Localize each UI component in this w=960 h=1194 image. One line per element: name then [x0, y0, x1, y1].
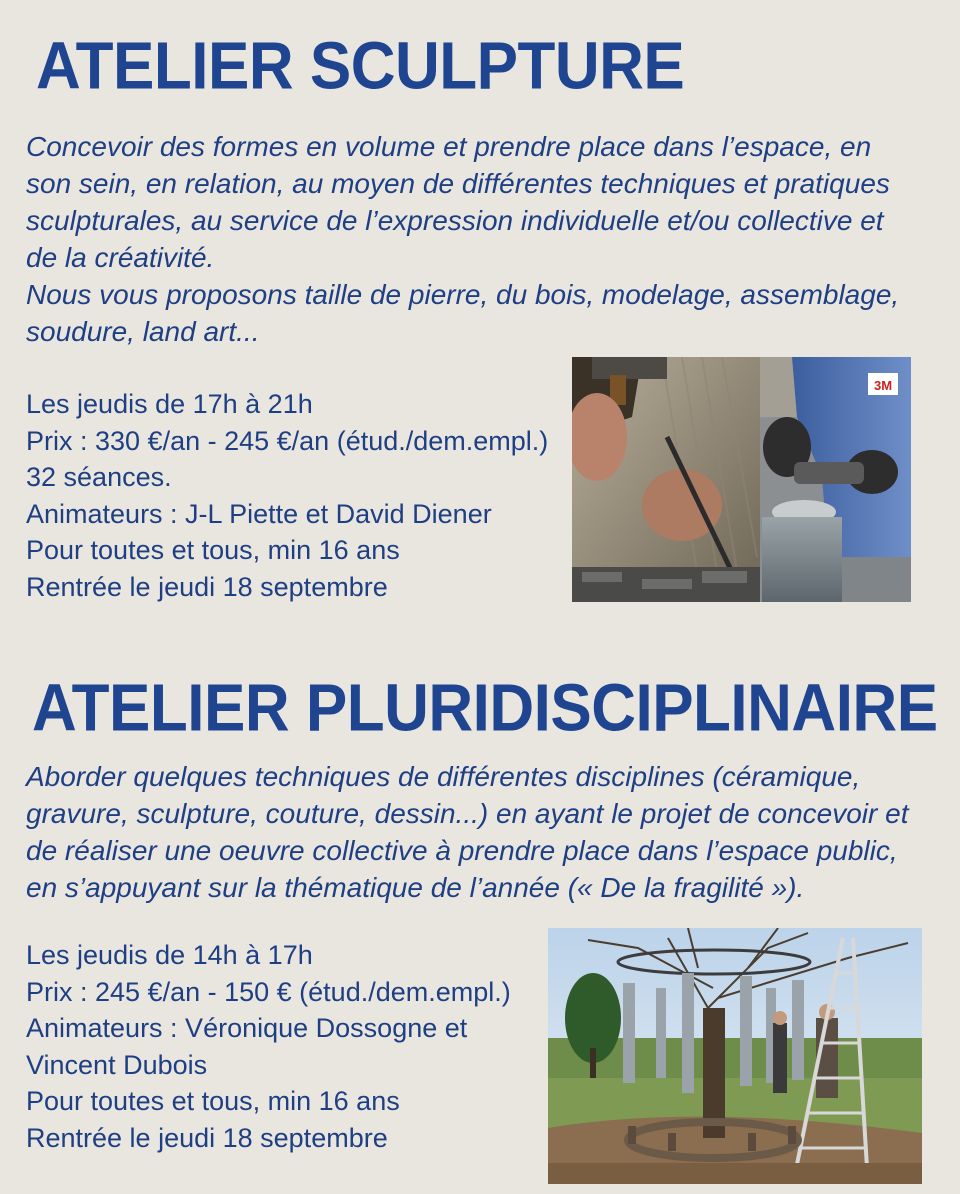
- pluri-audience: Pour toutes et tous, min 16 ans: [26, 1086, 400, 1117]
- pluri-intro: Aborder quelques techniques de différentes disciplines (céramique, gravure, sculpture, couture, dessin...) en ayant le projet de concevoir et de réaliser une oeuvre collective à prendre place dans l’espace public, en s’appuyant sur la thématique de l’année (« De la fragilité »).: [26, 761, 909, 903]
- sculpture-price: Prix : 330 €/an - 245 €/an (étud./dem.empl.): [26, 425, 549, 456]
- sculpture-schedule: Les jeudis de 17h à 21h: [26, 389, 313, 419]
- sculpture-title: ATELIER SCULPTURE: [36, 29, 685, 104]
- sculpture-audience: Pour toutes et tous, min 16 ans: [26, 535, 400, 566]
- sculpture-sessions: 32 séances.: [26, 462, 172, 493]
- pluri-title: ATELIER PLURIDISCIPLINAIRE: [32, 671, 938, 746]
- sculpture-details: [26, 386, 548, 606]
- pluri-details: [26, 937, 511, 1157]
- pluri-price: Prix : 245 €/an - 150 € (étud./dem.empl.): [26, 976, 511, 1007]
- sculpture-intro-paragraph-1: Concevoir des formes en volume et prendre place dans l’espace, en son sein, en relation, au moyen de différentes techniques et pratiques sculpturales, au service de l’expression individuelle et/ou collective et de la créativité.: [26, 131, 890, 273]
- sculpture-photo: [572, 357, 911, 602]
- sculpture-instructors: Animateurs : J-L Piette et David Diener: [26, 498, 492, 529]
- sculpture-intro-paragraph-2: Nous vous proposons taille de pierre, du bois, modelage, assemblage, soudure, land art...: [26, 279, 900, 347]
- pluri-instructors: Animateurs : Véronique Dossogne et: [26, 1013, 468, 1044]
- sculpture-intro: [26, 128, 916, 350]
- pluri-instructors-cont: Vincent Dubois: [26, 1049, 208, 1080]
- pluri-photo: [548, 928, 922, 1184]
- pluri-start-date: Rentrée le jeudi 18 septembre: [26, 1122, 388, 1153]
- photo-3m-logo: 3M: [873, 378, 893, 393]
- sculpture-start-date: Rentrée le jeudi 18 septembre: [26, 571, 388, 602]
- pluri-schedule: Les jeudis de 14h à 17h: [26, 940, 313, 970]
